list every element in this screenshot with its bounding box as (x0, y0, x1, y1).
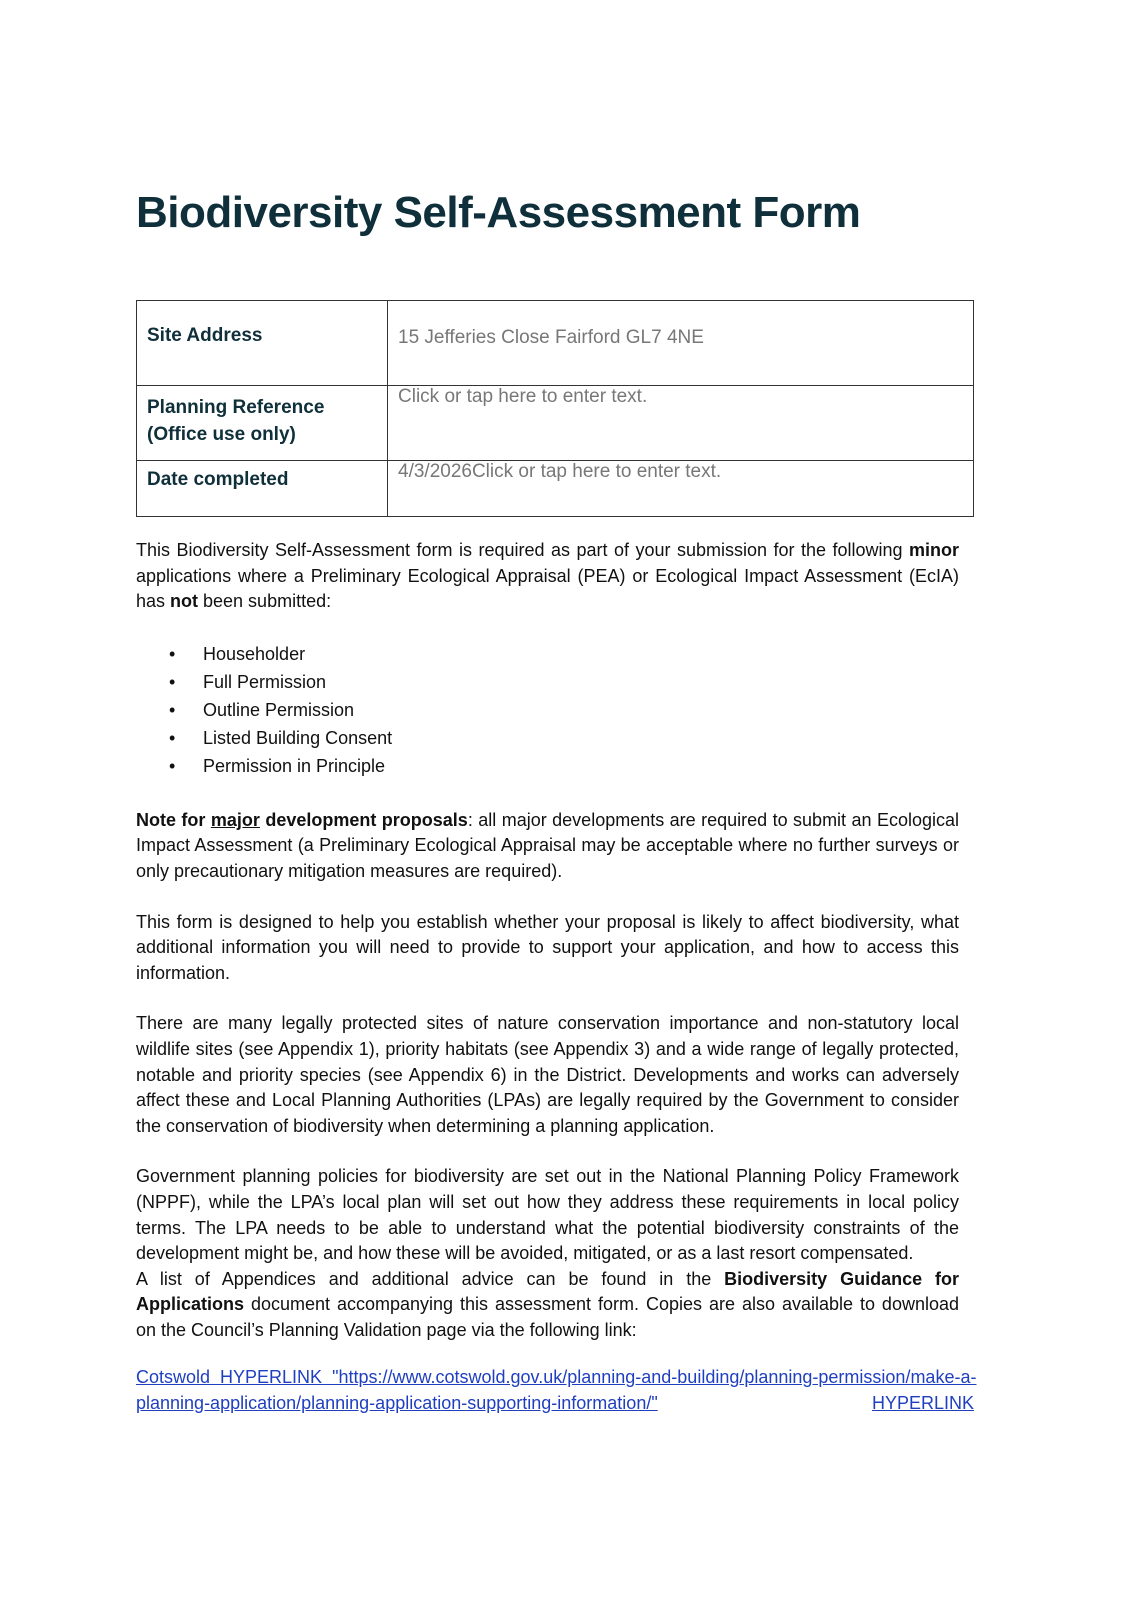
date-completed-label: Date completed (147, 469, 289, 490)
text: : all major developments are required to submit an Ecological Impact Assessment (a Preliminary Ecological Appraisal may be acceptable where no further surveys or only precautionary mitigation measures are required). (136, 809, 960, 881)
site-address-field[interactable]: 15 Jefferies Close Fairford GL7 4NE (398, 327, 704, 348)
table-row (137, 461, 974, 517)
bold-text: Note for (136, 809, 211, 830)
bold-text: minor (908, 540, 959, 560)
site-details-table (136, 300, 974, 517)
document-body (136, 538, 977, 1417)
hyperlink-line[interactable]: Cotswold HYPERLINK "https://www.cotswold.gov.uk/planning-and-building/planning-permission/make-a- (136, 1367, 977, 1388)
text: document accompanying this assessment form. Copies are also available to download on the Council’s Planning Validation page via the following link: (136, 1294, 959, 1340)
hyperlink-line[interactable]: HYPERLINK (871, 1393, 974, 1414)
policy-paragraph (136, 1164, 959, 1343)
major-development-note (136, 808, 959, 885)
table-row (137, 301, 974, 386)
bold-text: Biodiversity Guidance for Applications (136, 1268, 959, 1315)
text: A list of Appendices and additional advice can be found in the (136, 1268, 725, 1289)
bold-text: development proposals (259, 809, 468, 830)
guidance-hyperlink[interactable] (136, 1365, 977, 1416)
list-item: • Householder (203, 640, 959, 668)
list-item: • Permission in Principle (203, 752, 959, 780)
text: applications where a Preliminary Ecological Appraisal (PEA) or Ecological Impact Assessment (EcIA) has (136, 565, 959, 612)
purpose-paragraph: This form is designed to help you establish whether your proposal is likely to affect biodiversity, what additional information you will need to provide to support your application, and how to access this information. (136, 911, 959, 983)
text: been submitted: (198, 591, 332, 612)
table-row (137, 386, 974, 461)
bold-text: not (170, 591, 199, 612)
site-address-label: Site Address (147, 325, 263, 346)
protected-sites-paragraph: There are many legally protected sites of nature conservation importance and non-statutory local wildlife sites (see Appendix 1), priority habitats (see Appendix 3) and a wide range of legally protected, notable and priority species (see Appendix 6) in the District. Developments and works can adversely affect these and Local Planning Authorities (LPAs) are legally required by the Government to consider the conservation of biodiversity when determining a planning application. (136, 1013, 959, 1136)
text: Government planning policies for biodiversity are set out in the National Planning Policy Framework (NPPF), while the LPA’s local plan will set out how they address these requirements in local policy terms. The LPA needs to be able to understand what the potential biodiversity constraints of the development might be, and how these will be avoided, mitigated, or as a last resort compensated. (136, 1166, 959, 1264)
page-title: Biodiversity Self-Assessment Form (136, 188, 861, 237)
list-item: • Listed Building Consent (203, 724, 959, 752)
list-item: • Full Permission (203, 668, 959, 696)
hyperlink-line[interactable]: planning-application/planning-application-supporting-information/" (136, 1393, 658, 1414)
underlined-text: major (210, 809, 260, 830)
text: This Biodiversity Self-Assessment form is required as part of your submission for the following (136, 540, 909, 560)
list-item: • Outline Permission (203, 696, 959, 724)
application-types-list (136, 640, 959, 780)
date-completed-field[interactable]: 4/3/2026Click or tap here to enter text. (398, 461, 722, 482)
intro-paragraph (136, 538, 959, 615)
planning-reference-label: Planning Reference (Office use only) (147, 397, 325, 445)
planning-reference-field[interactable]: Click or tap here to enter text. (398, 386, 648, 407)
